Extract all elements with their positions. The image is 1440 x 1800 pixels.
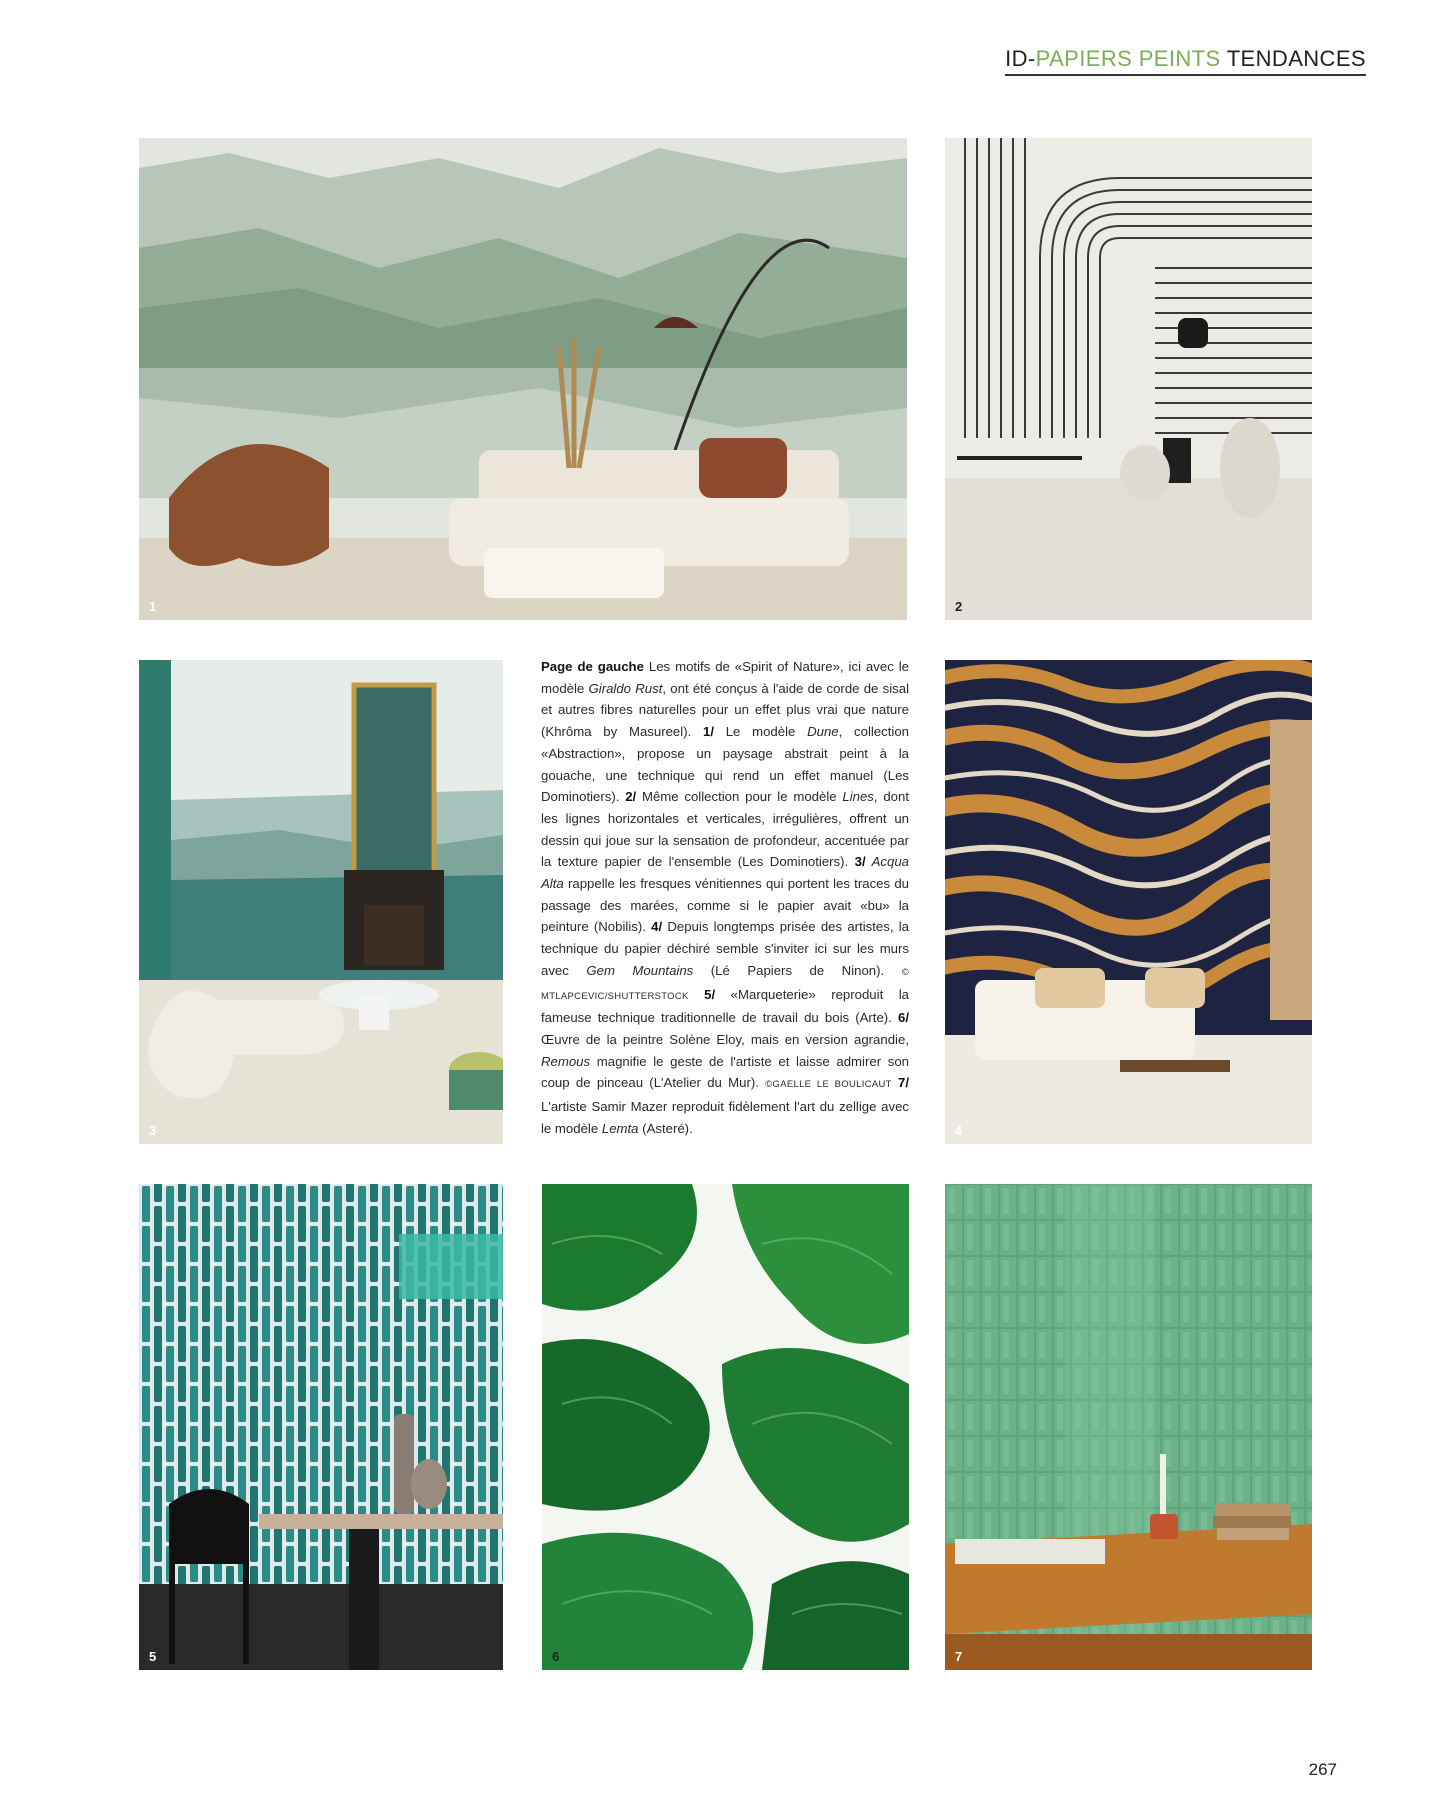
caption-model: Lemta bbox=[601, 1120, 639, 1136]
torn-paper-dining-room-icon bbox=[139, 1184, 503, 1670]
caption-text: L'artiste Samir Mazer reproduit fidèlement l'art du zellige avec le modèle bbox=[541, 1099, 909, 1136]
caption-model: Giraldo Rust bbox=[588, 680, 663, 696]
marquetry-wave-wall-icon bbox=[945, 660, 1312, 1144]
caption-model: Dune bbox=[807, 724, 839, 740]
caption-model: Lines bbox=[842, 789, 874, 805]
photo-credit: © MTLAPCEVIC/SHUTTERSTOCK bbox=[541, 966, 909, 1002]
caption-text: Le modèle bbox=[713, 724, 808, 740]
header-prefix: ID- bbox=[1005, 46, 1036, 71]
caption-text: Les motifs de «Spirit of Nature», ici avec le modèle bbox=[541, 659, 909, 696]
header-accent: PAPIERS PEINTS bbox=[1035, 46, 1221, 71]
caption-number: 6/ bbox=[898, 1010, 909, 1026]
caption-number: 7/ bbox=[891, 1075, 910, 1091]
photo-number: 2 bbox=[955, 599, 963, 614]
caption-text: , dont les lignes horizontales et verticales, irrégulières, offrent un dessin qui joue sur la sensation de profondeur, accentuée par la texture papier de l'ensemble (Les Dominotiers). bbox=[541, 789, 909, 870]
fresco-salon-mirror-icon bbox=[139, 660, 503, 1144]
green-brushstroke-art-icon bbox=[542, 1184, 909, 1670]
photo-number: 3 bbox=[149, 1123, 157, 1138]
header-suffix: TENDANCES bbox=[1226, 46, 1366, 71]
caption-text: rappelle les fresques vénitiennes qui portent les traces du passage des marées, comme si le papier avait «bu» la peinture (Nobilis). bbox=[541, 876, 909, 935]
caption-number: 4/ bbox=[651, 919, 663, 935]
mountain-landscape-living-room-icon bbox=[139, 138, 907, 620]
caption-text: , ont été conçus à l'aide de corde de sisal et autres fibres naturelles pour un effet plus vrai que nature (Khrôma by Masureel). bbox=[541, 680, 910, 740]
photo-number: 4 bbox=[955, 1123, 963, 1138]
photo-number: 5 bbox=[149, 1649, 157, 1664]
photo-number: 7 bbox=[955, 1649, 963, 1664]
caption-model: Acqua Alta bbox=[541, 854, 909, 892]
article-caption bbox=[541, 656, 909, 1146]
photo-number: 1 bbox=[149, 599, 157, 614]
photo-1 bbox=[139, 138, 907, 620]
caption-number: 5/ bbox=[688, 986, 716, 1002]
caption-text: Œuvre de la peintre Solène Eloy, mais en version agrandie, bbox=[541, 1031, 909, 1047]
photo-6 bbox=[542, 1184, 909, 1670]
caption-text: Même collection pour le modèle bbox=[636, 789, 843, 805]
running-header bbox=[1005, 46, 1366, 76]
caption-text: Depuis longtemps prisée des artistes, la technique du papier déchiré semble s'inviter ici sur les murs avec bbox=[541, 919, 909, 978]
photo-7 bbox=[945, 1184, 1312, 1670]
photo-2 bbox=[945, 138, 1312, 620]
caption-number: 2/ bbox=[625, 789, 637, 805]
line-pattern-wall-icon bbox=[945, 138, 1312, 620]
caption-model: Remous bbox=[541, 1053, 591, 1069]
zellige-tile-wall-icon bbox=[945, 1184, 1312, 1670]
caption-model: Gem Mountains bbox=[586, 962, 694, 978]
photo-credit: ©GAELLE LE BOULICAUT bbox=[765, 1079, 892, 1091]
caption-text: magnifie le geste de l'artiste et laisse admirer son coup de pinceau (L'Atelier du Mur). bbox=[541, 1053, 909, 1091]
photo-5 bbox=[139, 1184, 503, 1670]
caption-text: , collection «Abstraction», propose un paysage abstrait peint à la gouache, une technique qui rend un effet manuel (Les Dominotiers). bbox=[541, 724, 909, 805]
caption-intro-label: Page de gauche bbox=[541, 659, 644, 674]
photo-3 bbox=[139, 660, 503, 1144]
photo-number: 6 bbox=[552, 1649, 560, 1664]
photo-4 bbox=[945, 660, 1312, 1144]
caption-text: (Asteré). bbox=[638, 1120, 693, 1136]
page-number: 267 bbox=[1308, 1760, 1337, 1779]
caption-text: (Lé Papiers de Ninon). bbox=[693, 962, 902, 978]
caption-text: «Marqueterie» reproduit la fameuse technique traditionnelle de travail du bois (Arte). bbox=[541, 986, 909, 1026]
caption-number: 1/ bbox=[702, 724, 714, 740]
caption-number: 3/ bbox=[854, 854, 866, 870]
